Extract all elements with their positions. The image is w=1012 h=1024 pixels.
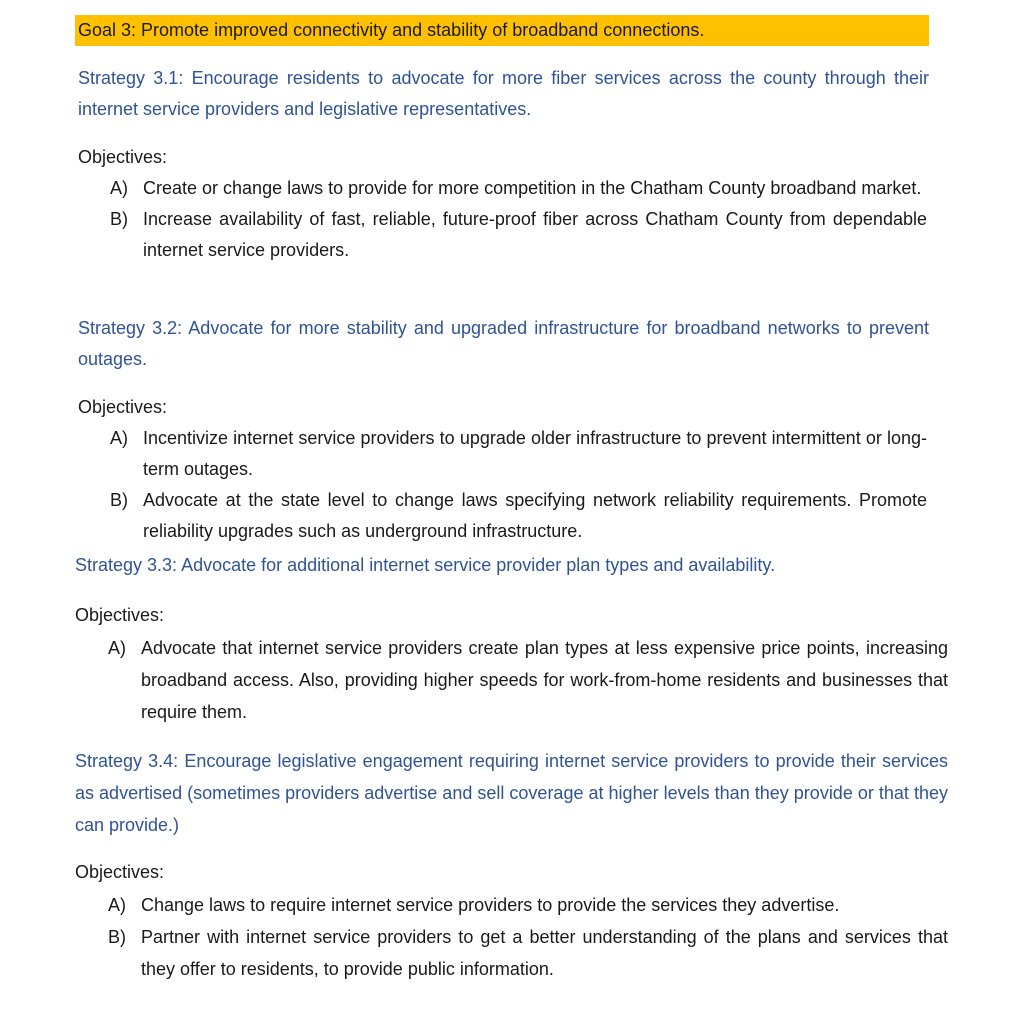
strategy-3-1: Strategy 3.1: Encourage residents to advocate for more fiber services across the county through their internet service providers and legislative representatives. xyxy=(78,68,929,119)
objective-text: Increase availability of fast, reliable, future-proof fiber across Chatham County from dependable internet service providers. xyxy=(143,209,927,260)
objectives-label: Objectives: xyxy=(78,147,168,167)
objective-item xyxy=(110,423,927,485)
objective-marker: A) xyxy=(110,428,128,448)
strategy-3-3: Strategy 3.3: Advocate for additional internet service provider plan types and availability. xyxy=(75,555,776,575)
objective-marker: A) xyxy=(110,178,128,198)
objective-marker: B) xyxy=(110,490,128,510)
goal-heading: Goal 3: Promote improved connectivity and stability of broadband connections. xyxy=(75,15,929,46)
objectives-list xyxy=(108,632,948,728)
objectives-list xyxy=(110,173,927,266)
objective-marker: A) xyxy=(108,895,126,915)
objective-text: Advocate at the state level to change laws specifying network reliability requirements. Promote reliability upgrades such as underground infrastructure. xyxy=(143,490,927,541)
objective-item xyxy=(108,889,948,921)
objective-text: Advocate that internet service providers create plan types at less expensive price points, increasing broadband access. Also, providing higher speeds for work-from-home residents and businesses that require them. xyxy=(141,638,948,722)
objective-text: Create or change laws to provide for more competition in the Chatham County broadband market. xyxy=(143,178,922,198)
objective-item xyxy=(110,204,927,266)
objective-text: Incentivize internet service providers to upgrade older infrastructure to prevent intermittent or long-term outages. xyxy=(143,428,927,479)
objective-text: Partner with internet service providers to get a better understanding of the plans and services that they offer to residents, to provide public information. xyxy=(141,927,948,979)
objective-marker: B) xyxy=(108,927,126,947)
strategy-3-2: Strategy 3.2: Advocate for more stability and upgraded infrastructure for broadband networks to prevent outages. xyxy=(78,318,929,369)
objective-item xyxy=(110,485,927,547)
objectives-list xyxy=(110,423,927,547)
objective-item xyxy=(108,632,948,728)
objective-marker: A) xyxy=(108,638,126,658)
objectives-label: Objectives: xyxy=(75,862,165,882)
objective-text: Change laws to require internet service providers to provide the services they advertise. xyxy=(141,895,840,915)
strategy-3-4: Strategy 3.4: Encourage legislative engagement requiring internet service providers to provide their services as advertised (sometimes providers advertise and sell coverage at higher levels than they provide or that they can provide.) xyxy=(75,751,948,835)
objectives-label: Objectives: xyxy=(75,605,165,625)
objectives-label: Objectives: xyxy=(78,397,168,417)
objective-item xyxy=(110,173,927,204)
objectives-list xyxy=(108,889,948,985)
objective-marker: B) xyxy=(110,209,128,229)
objective-item xyxy=(108,921,948,985)
